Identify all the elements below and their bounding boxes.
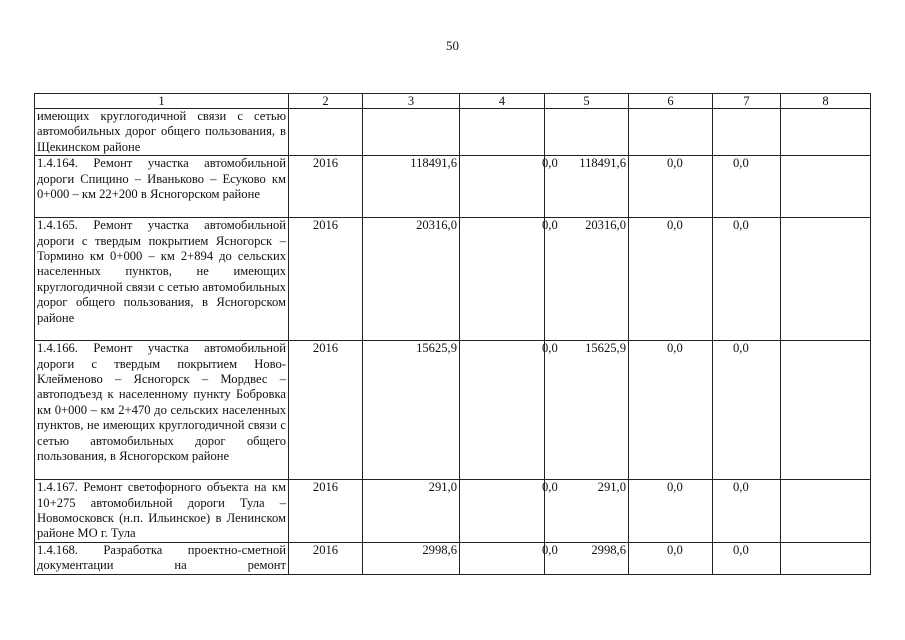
row-col3: 15625,9 [363,341,460,480]
row-year: 2016 [289,341,363,480]
table-row [35,480,871,543]
row-col7: 0,0 [713,341,781,480]
row-col3: 2998,6 [363,542,460,574]
header-row [35,94,871,109]
row-col4: 0,0 [460,341,545,480]
row-col4: 0,0 [460,156,545,218]
row-col6: 0,0 [629,480,713,543]
row-col7 [713,109,781,156]
row-name: 1.4.167. Ремонт светофорного объекта на км 10+275 автомобильной дороги Тула – Новомосковск (н.п. Ильинское) в Ленинском районе МО г. Тула [35,480,289,543]
row-col8 [781,109,871,156]
row-year: 2016 [289,218,363,341]
col-header-4: 4 [460,94,545,109]
row-col5 [545,109,629,156]
row-year: 2016 [289,542,363,574]
col-header-8: 8 [781,94,871,109]
table-row [35,156,871,218]
row-col5: 15625,9 [545,341,629,480]
row-col4: 0,0 [460,218,545,341]
row-col8 [781,218,871,341]
row-col3: 118491,6 [363,156,460,218]
row-name: 1.4.165. Ремонт участка автомобильной дороги с твердым покрытием Ясногорск – Тормино км 0+000 – км 2+894 до сельских населенных пунктов, не имеющих круглогодичной связи с сетью автомобильных дорог общего пользования, в Ясногорском районе [35,218,289,341]
row-col3: 20316,0 [363,218,460,341]
row-col8 [781,341,871,480]
row-col6: 0,0 [629,218,713,341]
row-col8 [781,480,871,543]
row-col3 [363,109,460,156]
row-col7: 0,0 [713,542,781,574]
row-col4 [460,109,545,156]
row-name: 1.4.164. Ремонт участка автомобильной дороги Спицино – Иваньково – Есуково км 0+000 – км 22+200 в Ясногорском районе [35,156,289,218]
row-year [289,109,363,156]
row-col6: 0,0 [629,156,713,218]
row-col5: 20316,0 [545,218,629,341]
row-col8 [781,542,871,574]
row-col7: 0,0 [713,480,781,543]
row-col6 [629,109,713,156]
table-row [35,542,871,574]
row-col4: 0,0 [460,480,545,543]
row-year: 2016 [289,480,363,543]
table-row [35,109,871,156]
row-col5: 118491,6 [545,156,629,218]
table-row [35,218,871,341]
expense-table [34,93,871,575]
row-col7: 0,0 [713,218,781,341]
row-col6: 0,0 [629,542,713,574]
row-col8 [781,156,871,218]
row-year: 2016 [289,156,363,218]
row-col3: 291,0 [363,480,460,543]
col-header-5: 5 [545,94,629,109]
row-col7: 0,0 [713,156,781,218]
row-col5: 291,0 [545,480,629,543]
col-header-2: 2 [289,94,363,109]
page-number: 50 [446,38,459,53]
row-name: 1.4.168. Разработка проектно-сметной документации на ремонт [35,542,289,574]
row-col6: 0,0 [629,341,713,480]
col-header-6: 6 [629,94,713,109]
table-row [35,341,871,480]
row-name: имеющих круглогодичной связи с сетью автомобильных дорог общего пользования, в Щекинском районе [35,109,289,156]
row-col5: 2998,6 [545,542,629,574]
row-name: 1.4.166. Ремонт участка автомобильной дороги с твердым покрытием Ново-Клейменово – Ясногорск – Мордвес – автоподъезд к населенному пункту Бобровка км 0+000 – км 2+470 до сельских населенных пунктов, не имеющих круглогодичной связи с сетью автомобильных дорог общего пользования, в Ясногорском районе [35,341,289,480]
col-header-1: 1 [35,94,289,109]
col-header-7: 7 [713,94,781,109]
col-header-3: 3 [363,94,460,109]
row-col4: 0,0 [460,542,545,574]
